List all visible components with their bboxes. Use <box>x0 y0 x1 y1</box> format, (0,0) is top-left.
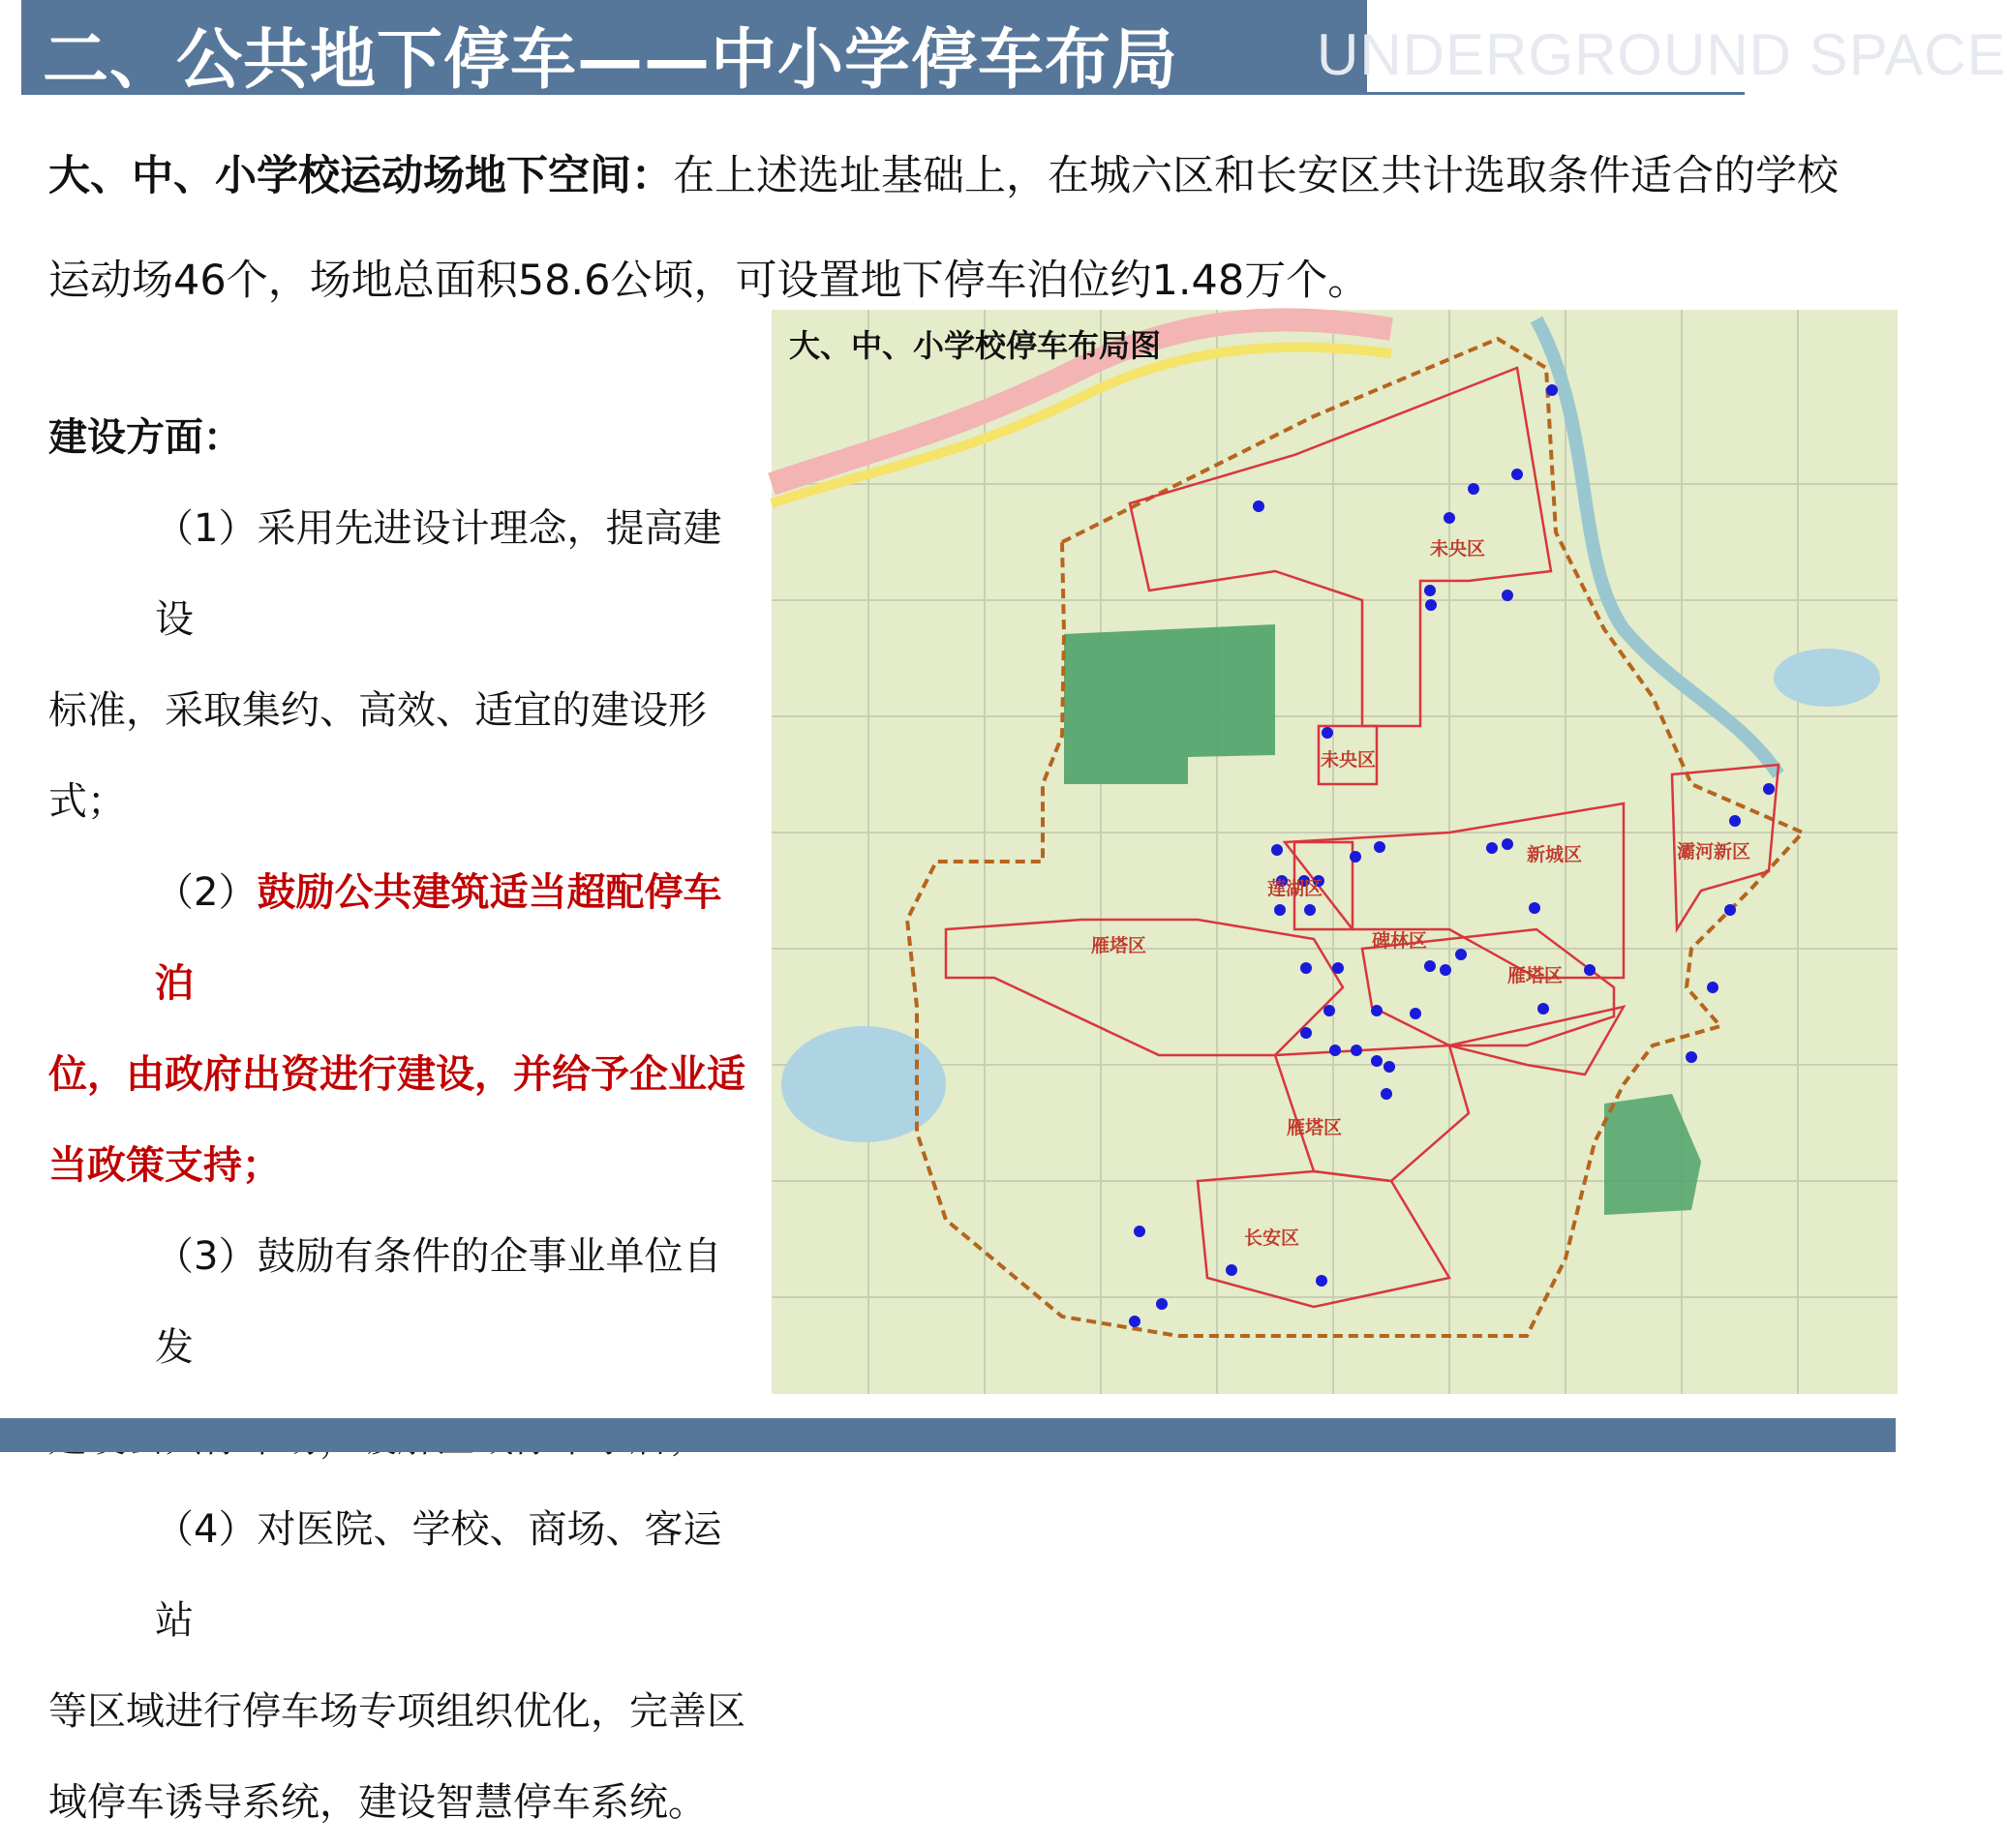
school-point <box>1444 512 1455 524</box>
school-point <box>1271 844 1283 856</box>
district-label-lianhu: 莲湖区 <box>1267 878 1323 899</box>
district-label-xincheng: 新城区 <box>1527 844 1583 865</box>
construction-heading: 建设方面： <box>48 415 242 460</box>
lake <box>781 1026 946 1142</box>
school-point <box>1502 838 1513 850</box>
school-point <box>1468 483 1479 495</box>
school-point <box>1424 585 1436 596</box>
item4-line1: （4）对医院、学校、商场、客运站 <box>155 1507 722 1643</box>
school-point <box>1381 1088 1392 1100</box>
item2-line2: 位，由政府出资进行建设，并给予企业适 <box>48 1052 745 1097</box>
item2-red-text-a: 鼓励公共建筑适当超配停车泊 <box>155 870 722 1006</box>
construction-section <box>48 392 745 1848</box>
school-point <box>1371 1055 1383 1067</box>
map-title: 大、中、小学校停车布局图 <box>789 327 1162 364</box>
item2-line3: 当政策支持； <box>48 1143 281 1188</box>
school-point <box>1322 727 1333 739</box>
district-label-changan: 长安区 <box>1244 1227 1300 1249</box>
school-point <box>1253 500 1264 512</box>
school-point <box>1226 1264 1237 1276</box>
footer-bar <box>0 1418 1896 1452</box>
school-parking-map <box>772 310 1898 1394</box>
school-point <box>1425 599 1437 611</box>
item1-line2: 标准，采取集约、高效、适宜的建设形式； <box>48 688 707 824</box>
school-point <box>1410 1008 1421 1019</box>
park-east <box>1604 1094 1701 1215</box>
school-point <box>1156 1298 1168 1310</box>
district-label-yanta-south: 雁塔区 <box>1287 1117 1343 1138</box>
school-point <box>1134 1226 1145 1237</box>
item4-line3: 域停车诱导系统，建设智慧停车系统。 <box>48 1780 707 1825</box>
school-point <box>1584 964 1596 976</box>
school-point <box>1374 841 1385 853</box>
district-label-yanta-west: 雁塔区 <box>1091 935 1147 956</box>
school-point <box>1455 949 1467 960</box>
intro-paragraph <box>48 124 1869 333</box>
school-point <box>1511 469 1523 480</box>
school-point <box>1440 964 1451 976</box>
district-label-yanta-east: 雁塔区 <box>1507 965 1564 986</box>
school-point <box>1129 1316 1140 1327</box>
school-point <box>1329 1045 1341 1056</box>
school-point <box>1546 384 1558 396</box>
school-point <box>1274 904 1286 916</box>
item3-line1: （3）鼓励有条件的企事业单位自发 <box>155 1234 722 1370</box>
school-point <box>1424 960 1436 972</box>
school-point <box>1729 815 1741 827</box>
school-point <box>1371 1005 1383 1016</box>
school-point <box>1332 962 1344 974</box>
district-label-weiyang-mid: 未央区 <box>1321 749 1377 771</box>
school-point <box>1486 842 1498 854</box>
intro-bold-lead: 大、中、小学校运动场地下空间： <box>48 152 673 200</box>
school-point <box>1724 904 1736 916</box>
lake <box>1774 649 1880 707</box>
watermark-text: UNDERGROUND SPACE <box>1317 22 2007 87</box>
school-point <box>1304 904 1316 916</box>
district-label-beilin: 碑林区 <box>1372 930 1428 952</box>
intro-text: 在上述选址基础上，在城六区和长安区共计选取条件适合的学校运动场46个，场地总面积58.6公顷，可设置地下停车泊位约1.48万个。 <box>48 152 1839 305</box>
school-point <box>1537 1003 1549 1015</box>
school-point <box>1384 1061 1395 1073</box>
district-label-baqiao: 灞河新区 <box>1677 841 1751 863</box>
item2-line1 <box>48 847 745 1029</box>
page-title: 二、公共地下停车——中小学停车布局 <box>43 22 1179 99</box>
item4-line2: 等区域进行停车场专项组织优化，完善区 <box>48 1689 745 1734</box>
school-point <box>1502 590 1513 601</box>
school-point <box>1707 982 1718 993</box>
school-point <box>1351 1045 1362 1056</box>
school-point <box>1323 1005 1335 1016</box>
school-point <box>1350 851 1361 863</box>
school-point <box>1763 783 1775 795</box>
school-point <box>1300 962 1312 974</box>
district-label-weiyang-north: 未央区 <box>1430 538 1486 560</box>
school-point <box>1316 1275 1327 1287</box>
park-north <box>1064 624 1275 784</box>
item1-line1: （1）采用先进设计理念，提高建设 <box>155 506 722 642</box>
school-point <box>1686 1051 1697 1063</box>
item2-prefix: （2） <box>155 870 258 915</box>
school-point <box>1300 1027 1312 1039</box>
school-point <box>1529 902 1540 914</box>
